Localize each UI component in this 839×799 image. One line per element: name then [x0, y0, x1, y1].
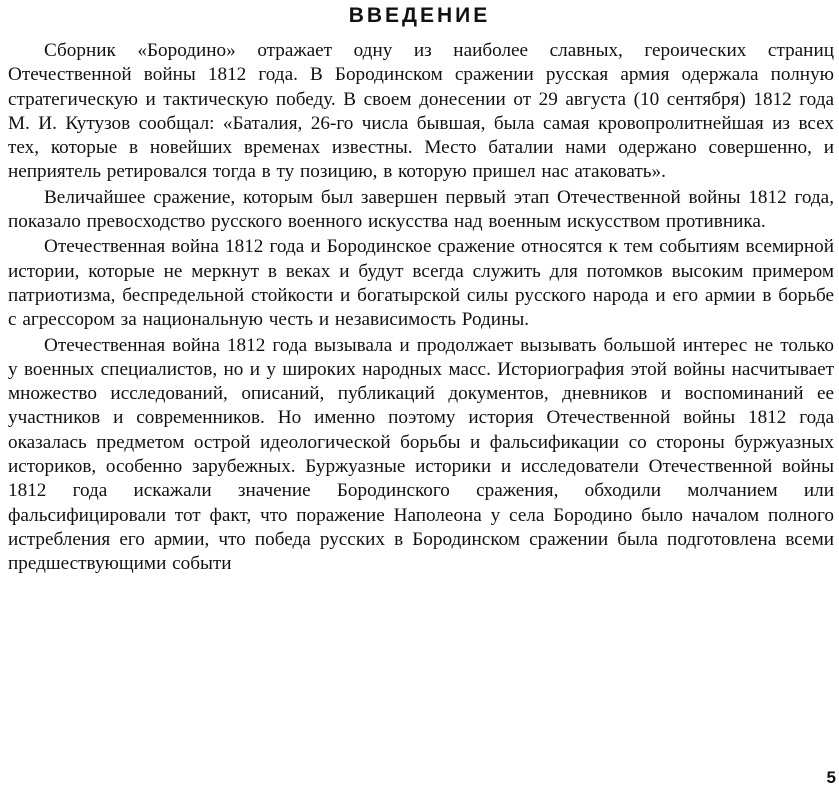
body-text [8, 39, 834, 577]
page-title: ВВЕДЕНИЕ [348, 4, 491, 27]
paragraph-4: Отечественная война 1812 года вызывала и продолжает вызывать большой интерес не только у военных специалистов, но и у широких народных масс. Историография этой войны насчитывает множество исследований, описаний, публикаций документов, дневников и воспоминаний ее участников и современников. Но именно поэтому история Отечественной войны 1812 года оказалась предметом острой идеологической борьбы и фальсификации со стороны буржуазных историков, особенно зарубежных. Буржуазные историки и исследователи Отечественной войны 1812 года искажали значение Бородинского сражения, обходили молчанием или фальсифицировали тот факт, что поражение Наполеона у села Бородино было началом полного истребления его армии, что победа русских в Бородинском сражении была подготовлена всеми предшествующими событи [8, 334, 834, 575]
page-number: 5 [826, 768, 836, 787]
paragraph-2: Величайшее сражение, которым был завершен первый этап Отечественной войны 1812 года, показало превосходство русского военного искусства над военным искусством противника. [8, 186, 834, 233]
paragraph-3: Отечественная война 1812 года и Бородинское сражение относятся к тем событиям всемирной истории, которые не меркнут в веках и будут всегда служить для потомков высоким примером патриотизма, беспредельной стойкости и богатырской силы русского народа и его армии в борьбе с агрессором за национальную честь и независимость Родины. [8, 236, 834, 331]
paragraph-1: Сборник «Бородино» отражает одну из наиболее славных, героических страниц Отечественной войны 1812 года. В Бородинском сражении русская армия одержала полную стратегическую и тактическую победу. В своем донесении от 29 августа (10 сентября) 1812 года М. И. Кутузов сообщал: «Баталия, 26-го числа бывшая, была самая кровопролитнейшая из всех тех, которые в новейших временах известны. Место баталии нами одержано совершенно, и неприятель ретировался тогда в ту позицию, в которую пришел нас атаковать». [8, 40, 834, 183]
